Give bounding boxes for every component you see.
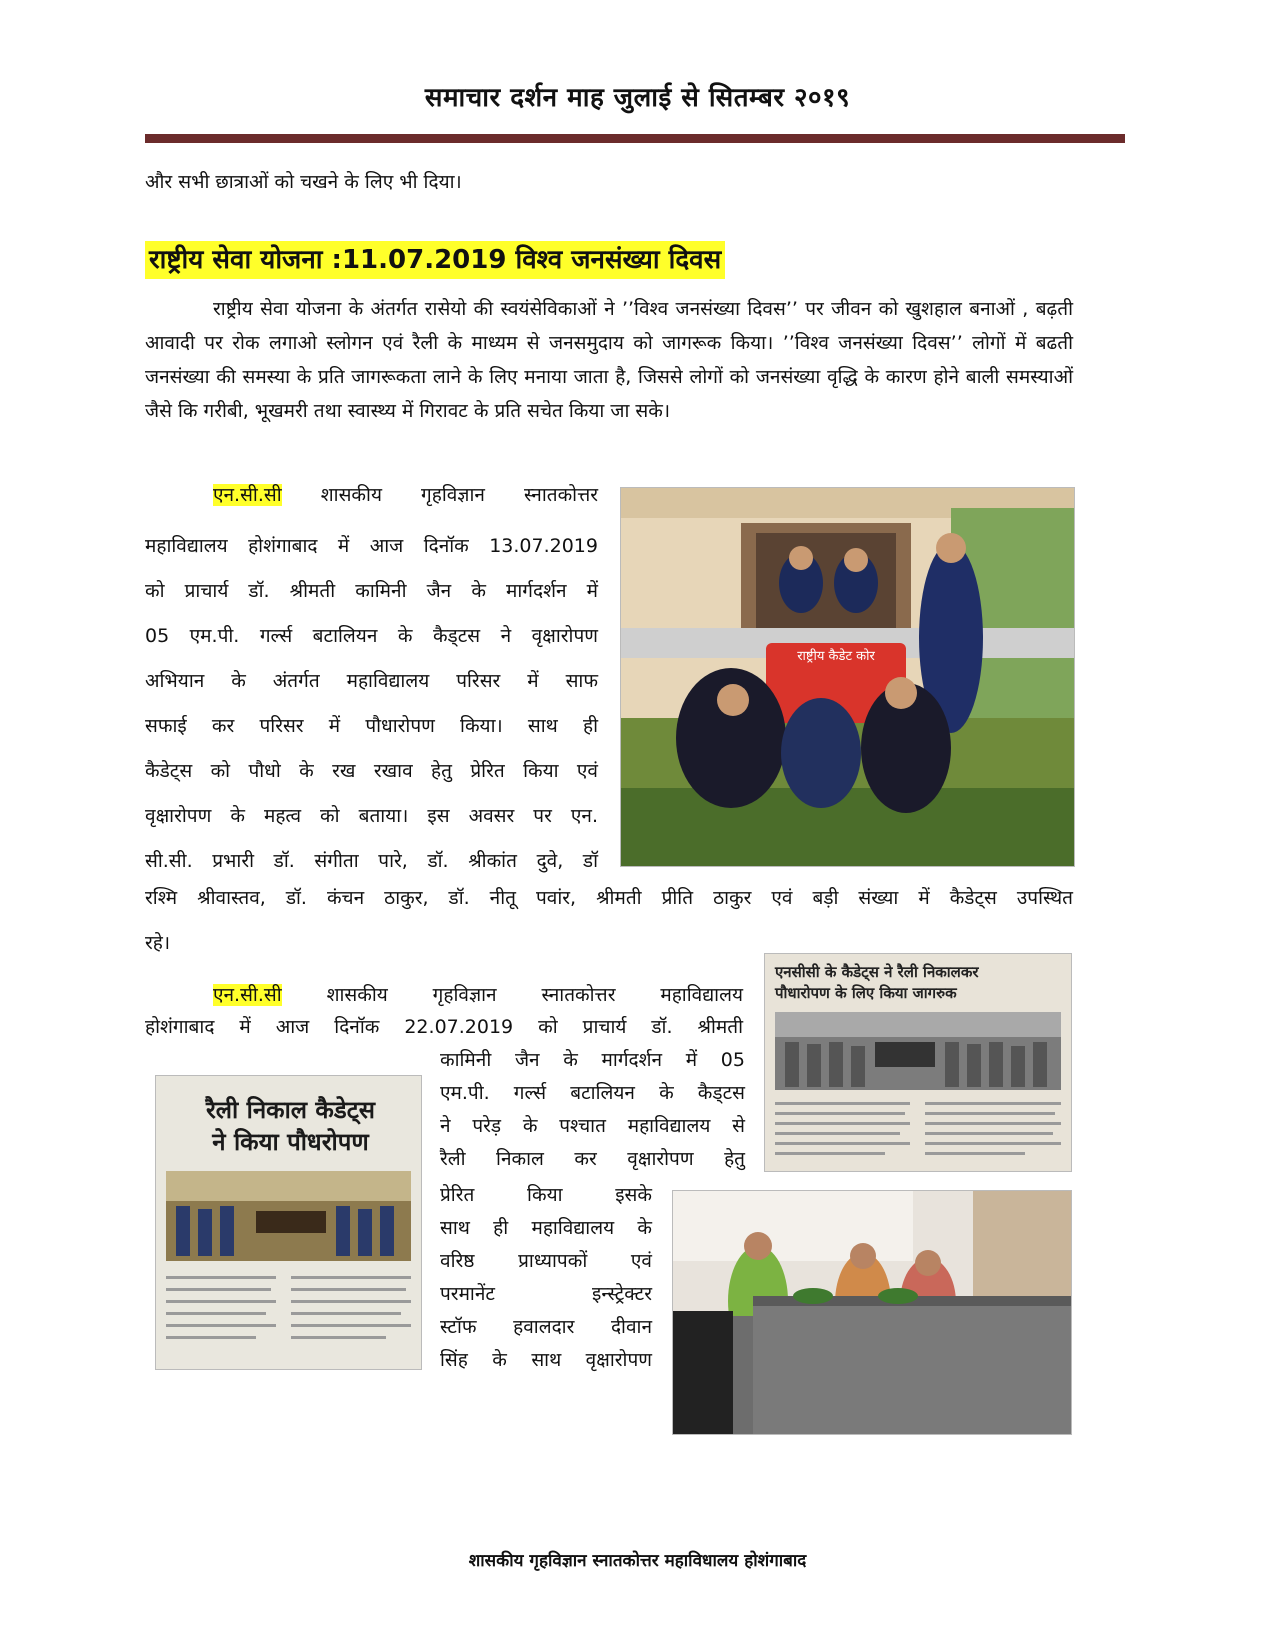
ncc2-col-line: सिंह के साथ वृक्षारोपण [440,1349,652,1371]
event-photo [672,1190,1072,1435]
ncc1-text [145,479,598,884]
ncc1-line: को प्राचार्य डॉ. श्रीमती कामिनी जैन के मार्गदर्शन में [145,580,598,602]
intro-line: और सभी छात्राओं को चखने के लिए भी दिया। [145,171,462,193]
newspaper-clipping-right [764,953,1072,1172]
ncc2-col-line: एम.पी. गर्ल्स बटालियन के कैड्टस [440,1082,745,1104]
section-heading: राष्ट्रीय सेवा योजना :11.07.2019 विश्व जनसंख्या दिवस [145,241,725,279]
ncc1-line: कैडेट्स को पौधो के रख रखाव हेतु प्रेरित किया एवं [145,760,598,782]
ncc2-col-line: परमानेंट इन्स्ट्रेक्टर [440,1283,652,1305]
ncc2-line1 [145,980,743,1010]
ncc2-col-line: साथ ही महाविद्यालय के [440,1217,652,1239]
ncc1-full-line: रहे। [145,932,171,954]
ncc1-full-line: रश्मि श्रीवास्तव, डॉ. कंचन ठाकुर, डॉ. नीतू पवांर, श्रीमती प्रीति ठाकुर एवं बड़ी संख्या में कैडेट्स उपस्थित [145,887,1073,909]
ncc2-column-narrow [440,1179,652,1377]
ncc2-line: शासकीय गृहविज्ञान स्नातकोत्तर महाविद्यालय [326,984,744,1006]
footer-institution: शासकीय गृहविज्ञान स्नातकोत्तर महाविधालय होशंगाबाद [468,1551,807,1571]
photo-illustration [621,488,1074,866]
ncc1-tag: एन.सी.सी [213,484,282,506]
clipping-headline [168,1094,413,1158]
photo-banner-text: राष्ट्रीय कैडेट कोर [797,649,875,664]
ncc1-line: सी.सी. प्रभारी डॉ. संगीता पारे, डॉ. श्रीकांत दुवे, डॉ [145,850,598,872]
ncc1-line: वृक्षारोपण के महत्व को बताया। इस अवसर पर एन. [145,805,598,827]
clipping-headline-line: रैली निकाल कैडेट्स [205,1096,376,1124]
clipping-headline-line: एनसीसी के कैडेट्स ने रैली निकालकर [775,963,979,981]
newspaper-clipping-left [155,1075,422,1370]
clipping-headline-line: पौधारोपण के लिए किया जागरुक [775,984,957,1002]
clipping-headline [775,962,1061,1004]
page-title: समाचार दर्शन माह जुलाई से सितम्बर २०१९ [424,83,851,113]
ncc2-col-line: कामिनी जैन के मार्गदर्शन में 05 [440,1049,745,1071]
ncc2-column [440,1044,745,1176]
ncc2-col-line: ने परेड़ के पश्चात महाविद्यालय से [440,1115,745,1137]
clipping-photo [166,1171,411,1361]
ncc1-line: अभियान के अंतर्गत महाविद्यालय परिसर में साफ [145,670,598,692]
ncc1-line: 05 एम.पी. गर्ल्स बटालियन के कैड्टस ने वृक्षारोपण [145,625,598,647]
header-divider [145,134,1125,143]
nss-paragraph: राष्ट्रीय सेवा योजना के अंतर्गत रासेयो की स्वयंसेविकाओं ने ’’विश्व जनसंख्या दिवस’’ पर जीवन को खुशहाल बनाओं , बढ़ती आवादी पर रोक लगाओ स्लोगन एवं रैली के माध्यम से जनसमुदाय को जागरूक किया। ’’विश्व जनसंख्या दिवस’’ लोगों में बढती जनसंख्या की समस्या के प्रति जागरूकता लाने के लिए मनाया जाता है, जिससे लोगों को जनसंख्या वृद्धि के कारण होने बाली समस्याओं जैसे कि गरीबी, भूखमरी तथा स्वास्थ्य में गिरावट के प्रति सचेत किया जा सके। [145,298,1073,422]
ncc1-first-line [145,479,598,524]
ncc2-col-line: वरिष्ठ प्राध्यापकों एवं [440,1250,652,1272]
ncc2-col-line: प्रेरित किया इसके [440,1184,652,1206]
clipping-photo [775,1012,1061,1162]
ncc1-line: महाविद्यालय होशंगाबाद में आज दिनॉक 13.07.2019 [145,535,598,557]
clipping-headline-line: ने किया पौधरोपण [212,1128,369,1156]
ncc2-col-line: रैली निकाल कर वृक्षारोपण हेतु [440,1148,745,1170]
ncc1-line: सफाई कर परिसर में पौधारोपण किया। साथ ही [145,715,598,737]
ncc2-col-line: स्टॉफ हवालदार दीवान [440,1316,652,1338]
ncc2-tag: एन.सी.सी [213,984,282,1006]
ncc2-line: होशंगाबाद में आज दिनॉक 22.07.2019 को प्राचार्य डॉ. श्रीमती [145,1016,743,1038]
photo-illustration [673,1191,1071,1434]
ncc1-line: शासकीय गृहविज्ञान स्नातकोत्तर [320,484,598,506]
ncc-plantation-photo [620,487,1075,867]
